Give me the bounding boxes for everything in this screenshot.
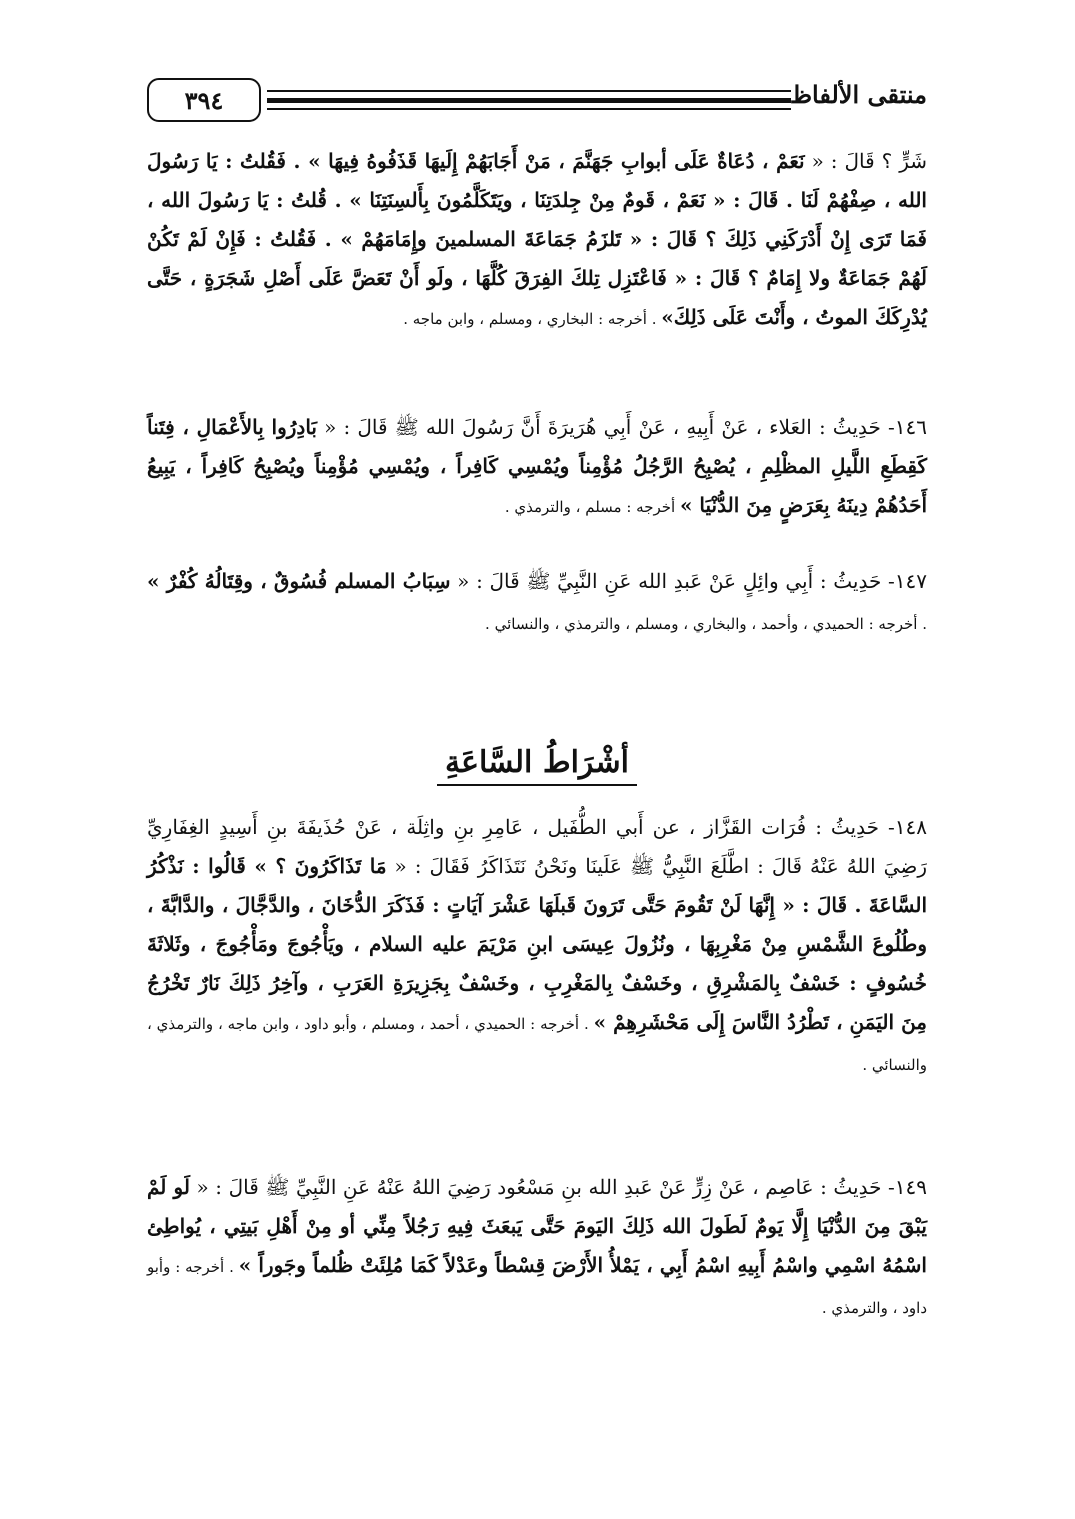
hadith-takhrij: . أخرجه : الحميدي ، وأحمد ، والبخاري ، ومسلم ، والترمذي ، والنسائي . bbox=[485, 615, 927, 633]
hadith-intro: حَدِيثُ : أَبِي وائِلٍ عَنْ عَبدِ الله عَنِ النَّبِيِّ ﷺ قَالَ : « bbox=[450, 569, 882, 593]
hadith-intro: حَدِيثُ : العَلاء ، عَنْ أَبِيهِ ، عَنْ أَبِي هُرَيرَةَ أَنَّ رَسُولَ الله ﷺ قَالَ : « bbox=[316, 415, 881, 439]
hadith-text: بَادِرُوا بِالأَعْمَالِ ، فِتَناً كَقِطَعِ اللَّيلِ المظْلِمِ ، يُصْبِحُ الرَّجُلُ مُؤْمِناً ويُمْسِي كَافِراً ، ويُمْسِي مُؤْمِناً ويُصْبِحُ كَافِراً ، يَبِيعُ أَحَدُهُمْ دِينَهُ بِعَرَضٍ مِنَ الدُّنْيَا » bbox=[147, 415, 927, 517]
page-header bbox=[147, 78, 927, 122]
hadith-takhrij: . أخرجه : البخاري ، ومسلم ، وابن ماجه . bbox=[403, 310, 662, 328]
hadith-paragraph bbox=[147, 808, 927, 1085]
header-rule-middle bbox=[267, 98, 791, 103]
hadith-takhrij: . أخرجه : الحميدي ، أحمد ، ومسلم ، وأبو داود ، وابن ماجه ، والترمذي ، والنسائي . bbox=[147, 1015, 927, 1074]
hadith-paragraph bbox=[147, 562, 927, 644]
hadith-intro: شَرٍّ ؟ قَالَ : « bbox=[804, 149, 927, 173]
header-rule-bottom bbox=[267, 108, 791, 110]
hadith-text: سِبَابُ المسلم فُسُوقٌ ، وقِتَالُهُ كُفْرٌ » bbox=[147, 569, 451, 593]
hadith-paragraph bbox=[147, 142, 927, 339]
hadith-takhrij: . أخرجه : وأبو داود ، والترمذي . bbox=[147, 1258, 927, 1317]
hadith-number: ١٤٩- bbox=[881, 1175, 928, 1199]
hadith-text: لَو لَمْ يَبْقَ مِنَ الدُّنْيَا إِلَّا يَومٌ لَطَولَ الله ذَلِكَ اليَومَ حَتَّى يَبعَثَ فِيهِ رَجُلاً مِنِّي أو مِنْ أَهْلِ بَيتِي ، يُواطِئ اسْمُهُ اسْمِي واسْمُ أَبِيهِ اسْمُ أَبِي ، يَمْلأُ الأَرْضَ قِسْطاً وعَدْلاً كَمَا مُلِئَتْ ظُلماً وجَوراً » bbox=[147, 1175, 927, 1277]
book-title: منتقى الألفاظ bbox=[789, 80, 927, 109]
hadith-paragraph bbox=[147, 408, 927, 527]
hadith-intro: حَدِيثُ : عَاصِم ، عَنْ زِرٍّ عَنْ عَبدِ الله بنِ مَسْعُود رَضِيَ اللهُ عَنْهُ عَنِ النَّبِيِّ ﷺ قَالَ : « bbox=[189, 1175, 882, 1199]
hadith-paragraph bbox=[147, 1168, 927, 1328]
hadith-intro: حَدِيثُ : فُرَات القَزَّاز ، عن أَبي الطُّفَيل ، عَامِرِ بنِ واثِلَة ، عَنْ حُذَيفَةَ بنِ أَسِيدٍ الغِفَارِيِّ رَضِيَ اللهُ عَنْهُ قَالَ : اطَّلَعَ النَّبِيُّ ﷺ عَلَينَا ونَحْنُ نَتَذَاكَرُ فَقَالَ : « bbox=[147, 815, 927, 878]
hadith-number: ١٤٨- bbox=[879, 815, 927, 839]
section-title-text: أشْرَاطُ السَّاعَةِ bbox=[437, 745, 637, 786]
hadith-text: مَا تَذَاكَرُونَ ؟ » قَالُوا : نَذْكُرُ السَّاعَةَ . قَالَ : « إِنَّهَا لَنْ تَقُومَ حَتَّى تَرَونَ قَبلَهَا عَشْرَ آيَاتٍ : فَذَكَرَ الدُّخَانَ ، والدَّجَّالَ ، والدَّابَّةَ ، وطُلُوعَ الشَّمْسِ مِنْ مَغْرِبِهَا ، ونُزُولَ عِيسَى ابنِ مَرْيَمَ عليه السلام ، ويَأْجُوجَ ومَأْجُوجَ ، وثَلاثَةَ خُسُوفٍ : خَسْفٌ بِالمَشْرِقِ ، وخَسْفٌ بِالمَغْرِبِ ، وخَسْفٌ بِجَزِيرَةِ العَرَبِ ، وآخِرُ ذَلِكَ نَارٌ تَخْرُجُ مِنَ اليَمَنِ ، تَطْرُدُ النَّاسَ إِلَى مَحْشَرِهِمْ » bbox=[147, 854, 928, 1034]
page-number: ٣٩٤ bbox=[147, 78, 261, 122]
hadith-number: ١٤٦- bbox=[880, 415, 927, 439]
section-title bbox=[147, 745, 927, 780]
hadith-number: ١٤٧- bbox=[881, 569, 927, 593]
hadith-text: نَعَمْ ، دُعَاةٌ عَلَى أبوابِ جَهَنَّمَ ، مَنْ أَجَابَهُمْ إِلَيهَا قَذَفُوهُ فِيهَا » . فَقُلتُ : يَا رَسُولَ الله ، صِفْهُمْ لَنَا . قَالَ : « نَعَمْ ، قَومٌ مِنْ جِلدَتِنَا ، ويَتَكَلَّمُونَ بِأَلسِنَتِنَا » . قُلتُ : يَا رَسُولَ الله ، فَمَا تَرَى إِنْ أَدْرَكَنِي ذَلِكَ ؟ قَالَ : « تَلزَمُ جَمَاعَةَ المسلمينَ وإِمَامَهُمْ » . فَقُلتُ : فَإِنْ لَمْ تَكُنْ لَهُمْ جَمَاعَةٌ ولا إِمَامٌ ؟ قَالَ : « فَاعْتَزِل تِلكَ الفِرَقَ كُلَّهَا ، ولَو أَنْ تَعَضَّ عَلَى أَصْلِ شَجَرَةٍ ، حَتَّى يُدْرِكَكَ الموتُ ، وأَنْتَ عَلَى ذَلِكَ» bbox=[147, 149, 927, 329]
hadith-takhrij: أخرجه : مسلم ، والترمذي . bbox=[504, 498, 680, 516]
header-rule-top bbox=[267, 90, 791, 92]
